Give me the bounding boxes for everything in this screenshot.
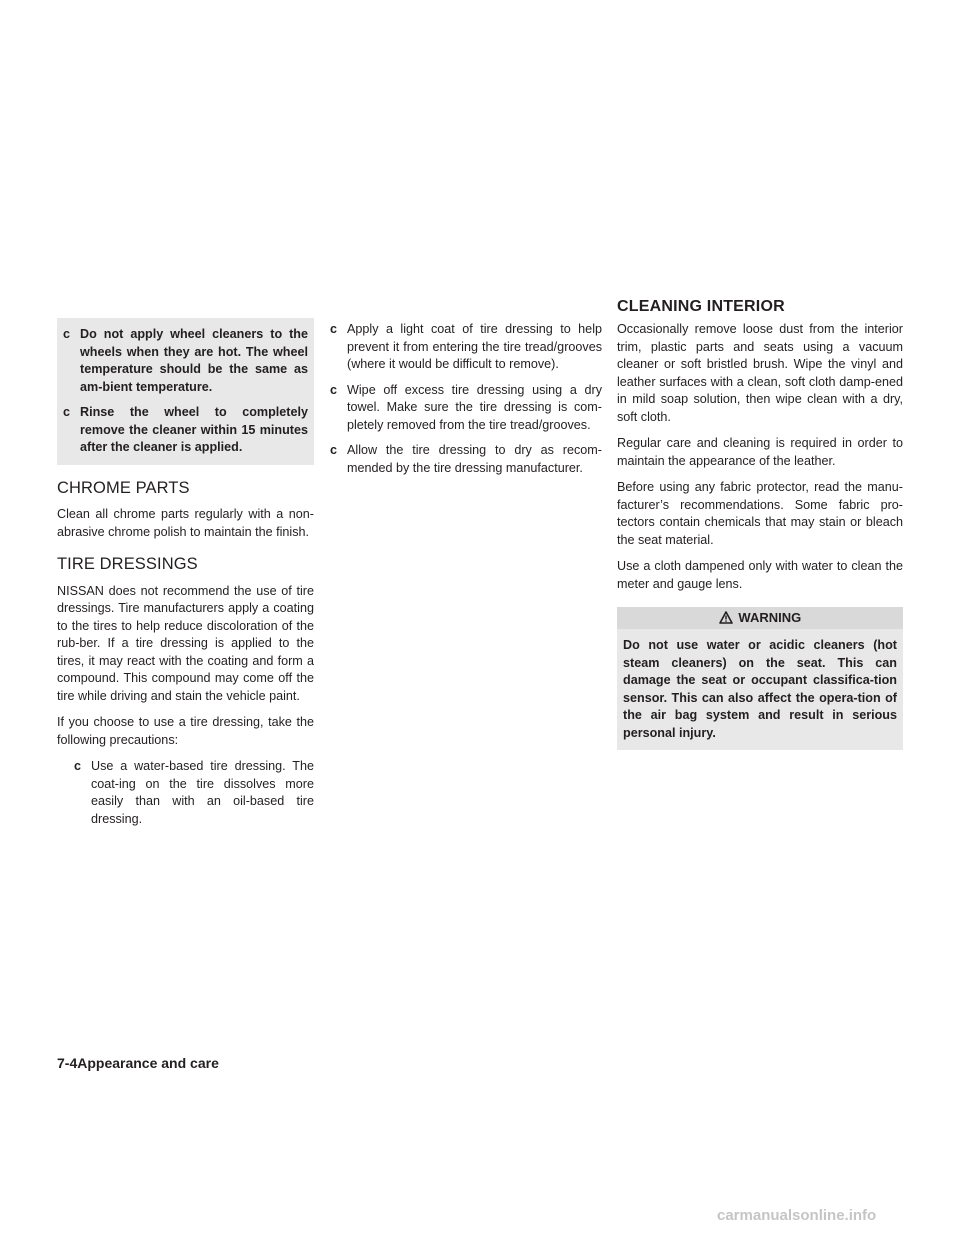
tire-bullet-text: Allow the tire dressing to dry as recom-mended by the tire dressing manufacturer.	[347, 443, 602, 475]
tire-bullet	[330, 382, 602, 435]
interior-paragraph: Regular care and cleaning is required in order to maintain the appearance of the leather.	[617, 436, 903, 468]
bullet-glyph: c	[74, 759, 82, 773]
interior-paragraph: Use a cloth dampened only with water to clean the meter and gauge lens.	[617, 559, 903, 591]
caution-text: Rinse the wheel to completely remove the cleaner within 15 minutes after the cleaner is applied.	[80, 405, 308, 454]
tire-bullet	[74, 758, 314, 828]
middle-column	[330, 321, 602, 477]
warning-label: WARNING	[738, 610, 802, 625]
caution-box	[57, 318, 314, 465]
bullet-glyph: c	[330, 382, 338, 397]
left-column	[57, 318, 314, 828]
page-number: 7-4	[57, 1055, 78, 1071]
chapter-title: Appearance and care	[77, 1055, 219, 1071]
tire-dressings-heading: TIRE DRESSINGS	[57, 555, 198, 573]
interior-paragraph: Before using any fabric protector, read the manu-facturer’s recommendations. Some fabric pro-tectors contain chemicals that may stain or bleach the seat material.	[617, 480, 903, 547]
caution-bullet	[63, 326, 308, 396]
tire-bullet	[330, 321, 602, 374]
interior-paragraph: Occasionally remove loose dust from the interior trim, plastic parts and seats using a vacuum cleaner or soft bristled brush. Wipe the vinyl and leather surfaces with a clean, soft cloth damp-ened in mild soap solution, then wipe clean with a dry, soft cloth.	[617, 322, 903, 424]
page-footer	[57, 1055, 219, 1071]
caution-text: Do not apply wheel cleaners to the wheels when they are hot. The wheel temperature should be the same as am-bient temperature.	[80, 327, 308, 394]
chrome-parts-heading: CHROME PARTS	[57, 478, 190, 497]
tire-bullet	[330, 442, 602, 477]
warning-triangle-icon	[719, 611, 733, 624]
tire-bullet-text: Apply a light coat of tire dressing to help prevent it from entering the tire tread/grooves (where it would be difficult to remove).	[347, 322, 602, 371]
warning-header	[617, 607, 903, 629]
tire-dressings-paragraph: If you choose to use a tire dressing, take the following precautions:	[57, 715, 314, 747]
warning-text: Do not use water or acidic cleaners (hot steam cleaners) on the seat. This can damage the seat or occupant classifica-tion sensor. This can also affect the opera-tion of the air bag system and result in serious personal injury.	[617, 629, 903, 750]
tire-bullet-text: Use a water-based tire dressing. The coat-ing on the tire dissolves more easily than with an oil-based tire dressing.	[91, 759, 314, 826]
right-column	[617, 321, 903, 750]
bullet-glyph: c	[330, 443, 338, 457]
bullet-glyph: c	[63, 327, 71, 341]
section-title: CLEANING INTERIOR	[617, 298, 785, 315]
bullet-glyph: c	[63, 405, 71, 419]
watermark: carmanualsonline.info	[717, 1207, 877, 1224]
bullet-glyph: c	[330, 322, 338, 336]
tire-dressings-paragraph: NISSAN does not recommend the use of tire dressings. Tire manufacturers apply a coating to the tires to help reduce discoloration of the rub-ber. If a tire dressing is applied to the tires, it may react with the coating and form a compound. This compound may come off the tire while driving and stain the vehicle paint.	[57, 583, 314, 703]
caution-bullet	[63, 404, 308, 457]
tire-bullet-text: Wipe off excess tire dressing using a dry towel. Make sure the tire dressing is com-pletely removed from the tire tread/grooves.	[347, 382, 602, 432]
chrome-parts-text: Clean all chrome parts regularly with a non-abrasive chrome polish to maintain the finish.	[57, 507, 314, 539]
